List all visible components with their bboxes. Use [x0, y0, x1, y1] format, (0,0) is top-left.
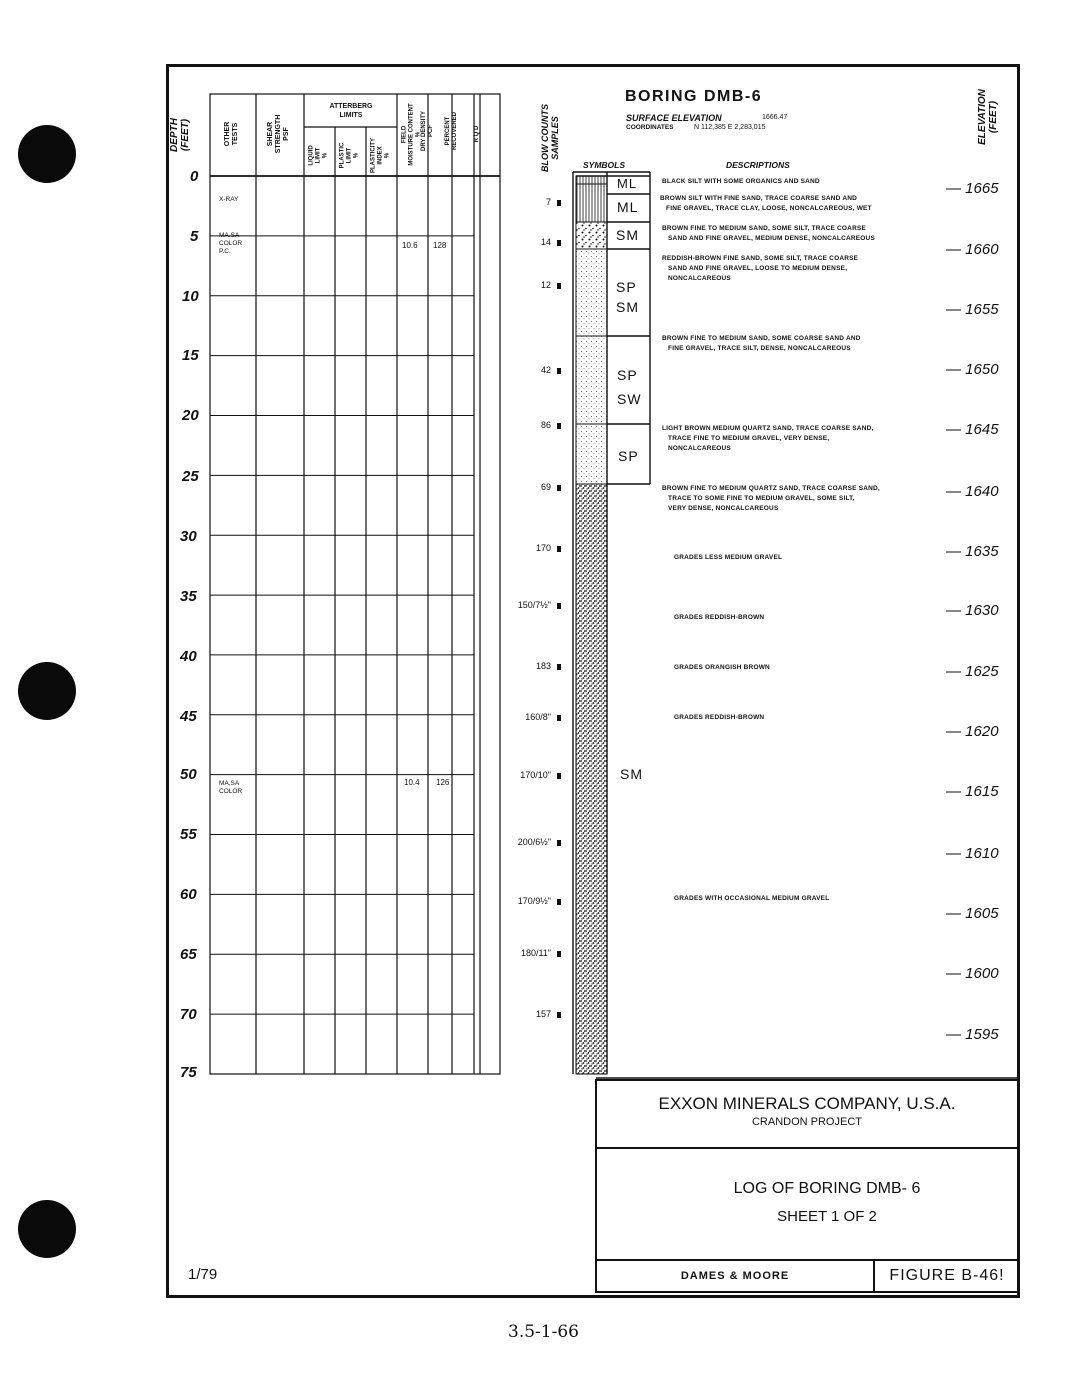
depth-tick: 50: [180, 766, 197, 783]
blow-count: 183: [535, 661, 551, 671]
elevation-tick: — 1635: [946, 543, 999, 560]
plastic-limit-header: PLASTIC LIMIT %: [339, 142, 360, 169]
blow-count: 180/11": [520, 948, 551, 958]
soil-description: GRADES REDDISH-BROWN: [674, 614, 765, 621]
soil-description: GRADES WITH OCCASIONAL MEDIUM GRAVEL: [674, 895, 830, 902]
sheet-number: SHEET 1 OF 2: [777, 1208, 877, 1225]
soil-symbol: ML: [617, 199, 639, 215]
soil-description: GRADES REDDISH-BROWN: [674, 714, 765, 721]
moisture-value: 10.6: [402, 241, 418, 250]
soil-description: GRADES ORANGISH BROWN: [674, 664, 770, 671]
blow-count: 200/6½": [517, 837, 551, 847]
percent-recovered-header: PERCENT RECOVERED: [445, 112, 458, 151]
elevation-tick: — 1645: [946, 421, 999, 438]
depth-tick: 45: [180, 708, 197, 725]
elevation-tick: — 1630: [946, 602, 999, 619]
depth-tick: 20: [182, 407, 199, 424]
rqd-header: R Q D: [474, 125, 480, 143]
elevation-tick: — 1650: [946, 361, 999, 378]
soil-symbol: SM: [620, 766, 643, 782]
shear-strength-header: SHEAR STRENGTH PSF: [267, 114, 290, 154]
soil-symbol: SP: [618, 448, 639, 464]
soil-description: LIGHT BROWN MEDIUM QUARTZ SAND, TRACE COARSE SAND, TRACE FINE TO MEDIUM GRAVEL, VERY DENSE, NONCALCAREOUS: [662, 425, 874, 452]
soil-symbol: ML: [617, 176, 638, 191]
blow-count: 7: [545, 197, 551, 207]
depth-tick: 35: [180, 588, 197, 605]
elevation-header: ELEVATION (FEET): [977, 89, 999, 145]
coordinates-label: COORDINATES: [626, 124, 674, 131]
company-name: EXXON MINERALS COMPANY, U.S.A.: [658, 1094, 956, 1113]
depth-tick: 60: [180, 886, 197, 903]
depth-tick: 10: [182, 288, 199, 305]
dry-density-value: 128: [433, 241, 447, 250]
dry-density-header: DRY DENSITY PCF: [421, 111, 434, 152]
soil-symbol: SP SM: [616, 279, 639, 315]
depth-tick: 75: [180, 1064, 197, 1081]
depth-tick: 70: [180, 1006, 197, 1023]
depth-tick: 15: [182, 347, 199, 364]
blow-count: 150/7½": [517, 600, 551, 610]
elevation-tick: — 1625: [946, 663, 999, 680]
blow-count: 170/10": [520, 770, 551, 780]
soil-description: GRADES LESS MEDIUM GRAVEL: [674, 554, 783, 561]
elevation-tick: — 1605: [946, 905, 999, 922]
surface-elevation-value: 1666.47: [762, 114, 788, 121]
log-title: LOG OF BORING DMB- 6: [733, 1180, 921, 1197]
blow-count: 12: [540, 280, 551, 290]
soil-symbol: SP SW: [617, 367, 642, 407]
blow-count: 170/9½": [517, 896, 551, 906]
field-moisture-header: FIELD MOISTURE CONTENT %: [401, 103, 422, 166]
depth-tick: 40: [180, 648, 197, 665]
dry-density-value: 126: [436, 778, 450, 787]
depth-tick: 55: [180, 826, 197, 843]
other-tests-entry: X-RAY: [219, 196, 239, 203]
date-stamp: 1/79: [188, 1266, 218, 1283]
elevation-tick: — 1595: [946, 1026, 999, 1043]
elevation-tick: — 1640: [946, 483, 999, 500]
elevation-tick: — 1620: [946, 723, 999, 740]
other-tests-header: OTHER TESTS: [224, 121, 239, 147]
blow-count: 14: [540, 237, 551, 247]
project-name: CRANDON PROJECT: [751, 1116, 862, 1128]
blow-counts-header: BLOW COUNTS SAMPLES: [540, 104, 560, 172]
blow-count: 69: [540, 482, 551, 492]
other-tests-entry: MA,SA COLOR: [219, 780, 243, 795]
soil-description: BROWN FINE TO MEDIUM SAND, SOME SILT, TRACE COARSE SAND AND FINE GRAVEL, MEDIUM DENSE, NONCALCAREOUS: [662, 225, 875, 242]
soil-symbol: SM: [616, 227, 639, 243]
boring-title: BORING DMB-6: [625, 88, 763, 105]
figure-number: FIGURE B-46!: [889, 1267, 1005, 1284]
elevation-tick: — 1660: [946, 241, 999, 258]
elevation-tick: — 1655: [946, 301, 999, 318]
soil-description: REDDISH-BROWN FINE SAND, SOME SILT, TRACE COARSE SAND AND FINE GRAVEL, LOOSE TO MEDIUM DENSE, NONCALCAREOUS: [662, 255, 859, 282]
moisture-value: 10.4: [404, 778, 420, 787]
depth-tick: 5: [190, 228, 199, 245]
elevation-tick: — 1615: [946, 783, 999, 800]
soil-description: BROWN SILT WITH FINE SAND, TRACE COARSE SAND AND FINE GRAVEL, TRACE CLAY, LOOSE, NONCALCAREOUS, WET: [660, 195, 872, 212]
soil-description: BLACK SILT WITH SOME ORGANICS AND SAND: [662, 178, 820, 185]
liquid-limit-header: LIQUID LIMIT %: [308, 145, 329, 166]
elevation-tick: — 1600: [946, 965, 999, 982]
soil-description: BROWN FINE TO MEDIUM SAND, SOME COARSE SAND AND FINE GRAVEL, TRACE SILT, DENSE, NONCALCAREOUS: [662, 335, 861, 352]
surface-elevation-label: SURFACE ELEVATION: [626, 113, 722, 123]
page-number: 3.5-1-66: [508, 1322, 579, 1342]
descriptions-header: DESCRIPTIONS: [726, 160, 790, 170]
blow-count: 42: [540, 365, 551, 375]
blow-count: 160/8": [525, 712, 551, 722]
blow-count: 157: [535, 1009, 551, 1019]
symbols-header: SYMBOLS: [583, 160, 626, 170]
coordinates-value: N 112,385 E 2,283,015: [694, 124, 766, 131]
other-tests-entry: MA,SA COLOR P.C.: [219, 232, 243, 255]
depth-tick: 25: [182, 468, 199, 485]
depth-header: DEPTH (FEET): [169, 118, 191, 152]
blow-count: 170: [535, 543, 551, 553]
elevation-tick: — 1610: [946, 845, 999, 862]
soil-description: BROWN FINE TO MEDIUM QUARTZ SAND, TRACE COARSE SAND, TRACE TO SOME FINE TO MEDIUM GRAVEL, SOME SILT, VERY DENSE, NONCALCAREOUS: [662, 485, 880, 512]
elevation-tick: — 1665: [946, 180, 999, 197]
depth-tick: 65: [180, 946, 197, 963]
atterberg-limits-header: ATTERBERG LIMITS: [329, 103, 373, 119]
blow-count: 86: [540, 420, 551, 430]
depth-tick: 0: [190, 168, 199, 185]
plasticity-index-header: PLASTICITY INDEX %: [370, 138, 391, 174]
firm-name: DAMES & MOORE: [680, 1270, 790, 1282]
depth-tick: 30: [180, 528, 197, 545]
